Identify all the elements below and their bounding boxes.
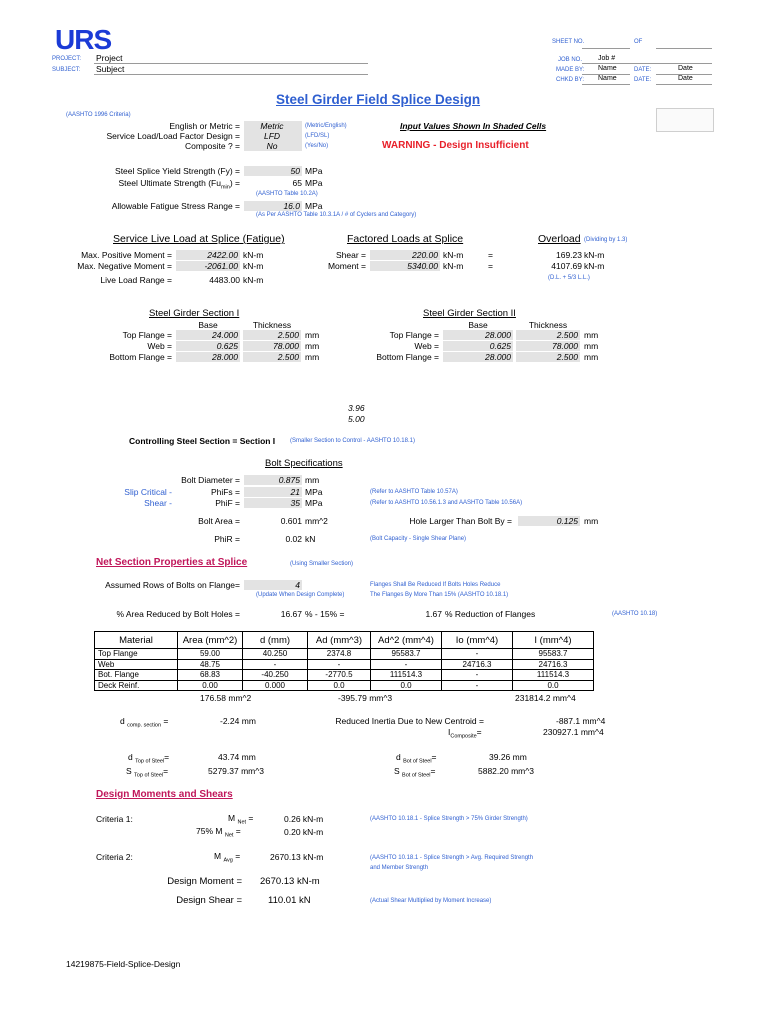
phifs-label: PhiFs = (210, 487, 240, 497)
date-line-2 (656, 84, 712, 85)
section-1-base-0[interactable]: 24.000 (176, 330, 240, 340)
fu-unit: MPa (305, 178, 323, 188)
project-line (94, 63, 368, 64)
date-label-1: DATE: (634, 67, 652, 73)
overload-heading: Overload (538, 233, 581, 245)
bolt-area-unit: mm^2 (305, 516, 328, 526)
mid-value-2: 5.00 (348, 414, 365, 424)
section-2-base-label: Base (468, 320, 488, 330)
m-net-value: 0.26 kN-m (284, 814, 324, 824)
phif-note: (Refer to AASHTO 10.56.1.3 and AASHTO Table 10.56A) (370, 500, 523, 506)
table-cell: 40.250 (243, 649, 308, 660)
bolt-spec-heading: Bolt Specifications (265, 458, 343, 469)
hole-label: Hole Larger Than Bolt By = (409, 516, 512, 526)
of-label: OF (634, 39, 643, 45)
urs-logo: URS (55, 24, 112, 55)
reduced-inertia-value: -887.1 mm^4 (556, 716, 606, 726)
bolt-dia-unit: mm (305, 475, 320, 485)
table-cell: - (308, 659, 371, 670)
i-composite-value: 230927.1 mm^4 (543, 727, 604, 737)
section-1-row-label-2: Bottom Flange = (109, 352, 172, 362)
fatigue-label: Allowable Fatigue Stress Range = (111, 201, 240, 211)
hole-unit: mm (584, 516, 599, 526)
d-bot-value: 39.26 mm (489, 752, 527, 762)
pos-moment-value[interactable]: 2422.00 (176, 250, 240, 260)
table-cell: 48.75 (178, 659, 243, 670)
table-cell: 0.00 (178, 680, 243, 691)
fill-calculation-button[interactable] (656, 108, 714, 132)
table-cell: - (442, 670, 513, 681)
date-value-1: Date (678, 65, 693, 72)
rows-value[interactable]: 4 (244, 580, 302, 590)
moment-unit: kN-m (443, 261, 464, 271)
sheet-no-label: SHEET NO. (552, 39, 585, 45)
table-cell: - (442, 680, 513, 691)
criteria-1-note: (AASHTO 10.18.1 - Splice Strength > 75% Girder Strength) (370, 816, 528, 822)
reduce-note-1: Flanges Shall Be Reduced If Bolts Holes Reduce (370, 582, 501, 588)
criteria-2-label: Criteria 2: (96, 852, 133, 862)
range-value: 4483.00 (209, 275, 240, 285)
table-header: Material (95, 632, 178, 649)
section-1-thick-2[interactable]: 2.500 (243, 352, 301, 362)
date-value-2: Date (678, 75, 693, 82)
table-row (95, 680, 594, 691)
fatigue-value[interactable]: 16.0 (244, 201, 302, 211)
fy-value[interactable]: 50 (244, 166, 302, 176)
design-moment-value: 2670.13 kN-m (260, 876, 320, 887)
shear-unit: kN-m (443, 250, 464, 260)
pos-moment-unit: kN-m (243, 250, 264, 260)
criteria-1-label: Criteria 1: (96, 814, 133, 824)
section-2-base-0[interactable]: 28.000 (443, 330, 513, 340)
d-comp-value: -2.24 mm (220, 716, 256, 726)
reduce-note-2: The Flanges By More Than 15% (AASHTO 10.18.1) (370, 592, 509, 598)
phifs-note: (Refer to AASHTO Table 10.57A) (370, 489, 458, 495)
overload-moment-value: 4107.69 (551, 261, 582, 271)
chkd-by-value: Name (598, 75, 617, 82)
table-header: I (mm^4) (513, 632, 594, 649)
subject-value: Subject (96, 64, 125, 74)
option-value-2[interactable]: No (244, 141, 302, 151)
section-1-unit-0: mm (305, 330, 320, 340)
section-2-thick-label: Thickness (528, 320, 568, 330)
overload-moment-unit: kN-m (584, 261, 605, 271)
table-cell: -40.250 (243, 670, 308, 681)
m-avg-label: M $_{Avg}$ = (214, 851, 241, 864)
table-row (95, 659, 594, 670)
bolt-area-value: 0.601 (280, 516, 302, 526)
criteria-2-note-2: and Member Strength (370, 865, 429, 871)
table-cell: 95583.7 (371, 649, 442, 660)
page-title: Steel Girder Field Splice Design (276, 92, 481, 107)
overload-shear-unit: kN-m (584, 250, 605, 260)
section-1-unit-1: mm (305, 341, 320, 351)
criteria-2-note-1: (AASHTO 10.18.1 - Splice Strength > Avg. Required Strength (370, 855, 534, 861)
s-top-label: S $_{Top of Steel}$= (126, 766, 169, 779)
criteria-note: (AASHTO 1996 Criteria) (66, 112, 131, 118)
table-cell: Deck Reinf. (95, 680, 178, 691)
fy-label: Steel Splice Yield Strength (Fy) = (115, 166, 240, 176)
section-2-base-2[interactable]: 28.000 (443, 352, 513, 362)
section-2-heading: Steel Girder Section II (423, 308, 516, 319)
section-1-row-label-0: Top Flange = (122, 330, 172, 340)
section-2-thick-0[interactable]: 2.500 (516, 330, 580, 340)
option-note-1: (LFD/SL) (305, 133, 330, 139)
pos-moment-label: Max. Positive Moment = (81, 250, 172, 260)
d-top-label: d $_{Top of Steel}$= (128, 752, 170, 765)
d-bot-label: d $_{Bot of Steel}$= (396, 752, 437, 765)
footer-filename: 14219875-Field-Splice-Design (66, 959, 181, 969)
s-bot-label: S $_{Bot of Steel}$= (394, 766, 436, 779)
shear-type-label: Shear - (144, 498, 172, 508)
moment-value[interactable]: 5340.00 (370, 261, 440, 271)
s-bot-value: 5882.20 mm^3 (478, 766, 534, 776)
section-2-thick-1[interactable]: 78.000 (516, 341, 580, 351)
sheet-no-line (582, 48, 630, 49)
rows-note: (Update When Design Complete) (256, 592, 345, 598)
sum-ad: -395.79 mm^3 (338, 693, 393, 703)
section-2-row-label-2: Bottom Flange = (376, 352, 439, 362)
warning-text: WARNING - Design Insufficient (382, 140, 529, 151)
section-2-unit-1: mm (584, 341, 599, 351)
overload-shear-value: 169.23 (556, 250, 582, 260)
made-by-value: Name (598, 65, 617, 72)
phir-label: PhiR = (214, 534, 240, 544)
phir-note: (Bolt Capacity - Single Shear Plane) (370, 536, 467, 542)
net-section-heading: Net Section Properties at Splice (96, 557, 248, 568)
m75-value: 0.20 kN-m (284, 827, 324, 837)
table-cell: 95583.7 (513, 649, 594, 660)
pct-result-label: % Reduction of Flanges (445, 609, 536, 619)
shear-eq: = (488, 250, 493, 260)
section-1-thick-0[interactable]: 2.500 (243, 330, 301, 340)
phif-unit: MPa (305, 498, 323, 508)
subject-line (94, 74, 368, 75)
section-1-row-label-1: Web = (147, 341, 172, 351)
fatigue-note: (As Per AASHTO Table 10.3.1A / # of Cyclers and Category) (256, 212, 417, 218)
table-header: Ad (mm^3) (308, 632, 371, 649)
table-cell: 111514.3 (371, 670, 442, 681)
option-note-2: (Yes/No) (305, 143, 329, 149)
option-label-1: Service Load/Load Factor Design = (106, 131, 240, 141)
inputs-note: Input Values Shown In Shaded Cells (400, 121, 547, 131)
service-load-heading: Service Live Load at Splice (Fatigue) (113, 233, 285, 245)
section-properties-table (94, 631, 594, 691)
section-1-thick-label: Thickness (252, 320, 292, 330)
table-cell: 0.0 (513, 680, 594, 691)
table-cell: Bot. Flange (95, 670, 178, 681)
section-2-base-1[interactable]: 0.625 (443, 341, 513, 351)
project-value: Project (96, 53, 123, 63)
section-1-base-label: Base (198, 320, 218, 330)
hole-value[interactable]: 0.125 (518, 516, 580, 526)
table-cell: - (243, 659, 308, 670)
neg-moment-value[interactable]: -2061.00 (176, 261, 240, 271)
table-cell: - (371, 659, 442, 670)
option-label-0: English or Metric = (169, 121, 240, 131)
factored-load-heading: Factored Loads at Splice (347, 233, 464, 245)
controlling-note: (Smaller Section to Control - AASHTO 10.18.1) (290, 438, 415, 444)
pct-note: (AASHTO 10.18) (612, 611, 658, 617)
fu-note: (AASHTO Table 10.2A) (256, 191, 318, 197)
design-shear-label: Design Shear = (176, 895, 242, 906)
design-heading: Design Moments and Shears (96, 789, 233, 800)
option-value-1[interactable]: LFD (244, 131, 302, 141)
bolt-dia-label: Bolt Diameter = (181, 475, 240, 485)
table-cell: 0.0 (371, 680, 442, 691)
date-label-2: DATE: (634, 77, 652, 83)
table-cell: 59.00 (178, 649, 243, 660)
neg-moment-unit: kN-m (243, 261, 264, 271)
table-cell: - (442, 649, 513, 660)
table-cell: -2770.5 (308, 670, 371, 681)
table-cell: Web (95, 659, 178, 670)
rows-label: Assumed Rows of Bolts on Flange= (105, 580, 240, 590)
section-1-base-1[interactable]: 0.625 (176, 341, 240, 351)
bolt-dia-value[interactable]: 0.875 (244, 475, 302, 485)
shear-value[interactable]: 220.00 (370, 250, 440, 260)
table-header: Ad^2 (mm^4) (371, 632, 442, 649)
shear-label: Shear = (335, 250, 366, 260)
section-2-row-label-1: Web = (414, 341, 439, 351)
bolt-area-label: Bolt Area = (198, 516, 240, 526)
i-composite-label: $I_{Composite}=$ (448, 727, 482, 740)
table-cell: Top Flange (95, 649, 178, 660)
fatigue-unit: MPa (305, 201, 323, 211)
m-net-label: M $_{Net}$ = (228, 813, 254, 826)
table-cell: 0.000 (243, 680, 308, 691)
job-no-value: Job # (598, 55, 616, 62)
table-header: d (mm) (243, 632, 308, 649)
table-row (95, 670, 594, 681)
overload-note: (Dividing by 1.3) (584, 237, 628, 243)
table-cell: 24716.3 (513, 659, 594, 670)
pct-label: % Area Reduced by Bolt Holes = (116, 609, 240, 619)
table-cell: 2374.8 (308, 649, 371, 660)
sum-inertia: 231814.2 mm^4 (515, 693, 576, 703)
mid-value-1: 3.96 (348, 403, 365, 413)
section-1-unit-2: mm (305, 352, 320, 362)
pct-mid: % - 15% = (305, 609, 345, 619)
neg-moment-label: Max. Negative Moment = (77, 261, 172, 271)
table-cell: 68.83 (178, 670, 243, 681)
table-cell: 24716.3 (442, 659, 513, 670)
reduced-inertia-label: Reduced Inertia Due to New Centroid = (335, 716, 484, 726)
section-1-heading: Steel Girder Section I (149, 308, 240, 319)
design-shear-note: (Actual Shear Multiplied by Moment Increase) (370, 898, 492, 904)
section-2-thick-2[interactable]: 2.500 (516, 352, 580, 362)
table-row (95, 649, 594, 660)
job-no-line (582, 63, 712, 64)
phir-unit: kN (305, 534, 316, 544)
phif-label: PhiF = (215, 498, 240, 508)
of-line (656, 48, 712, 49)
pct-result: 1.67 (425, 609, 442, 619)
dl-note: (D.L. + 5/3 L.L.) (548, 275, 590, 281)
m75-label: 75% M $_{Net}$ = (196, 826, 241, 839)
slip-critical-label: Slip Critical - (124, 487, 172, 497)
range-unit: kN-m (243, 275, 264, 285)
fy-unit: MPa (305, 166, 323, 176)
fu-value: 65 (292, 178, 302, 188)
section-2-unit-2: mm (584, 352, 599, 362)
phifs-value[interactable]: 21 (244, 487, 302, 497)
controlling-section: Controlling Steel Section = Section I (129, 436, 276, 446)
option-note-0: (Metric/English) (305, 123, 347, 129)
table-header-row (95, 632, 594, 649)
d-top-value: 43.74 mm (218, 752, 256, 762)
table-header: Area (mm^2) (178, 632, 243, 649)
table-cell: 0.0 (308, 680, 371, 691)
section-2-unit-0: mm (584, 330, 599, 340)
section-2-row-label-0: Top Flange = (389, 330, 439, 340)
d-comp-label: d $_{comp. section}$ = (120, 716, 169, 729)
design-shear-value: 110.01 kN (268, 895, 311, 906)
phifs-unit: MPa (305, 487, 323, 497)
option-value-0[interactable]: Metric (244, 121, 302, 131)
section-1-base-2[interactable]: 28.000 (176, 352, 240, 362)
phir-value: 0.02 (285, 534, 302, 544)
moment-eq: = (488, 261, 493, 271)
made-by-label: MADE BY: (556, 67, 585, 73)
pct-value: 16.67 (280, 609, 302, 619)
table-cell: 111514.3 (513, 670, 594, 681)
table-header: Io (mm^4) (442, 632, 513, 649)
job-no-label: JOB NO. (558, 57, 583, 63)
m-avg-value: 2670.13 kN-m (270, 852, 324, 862)
s-top-value: 5279.37 mm^3 (208, 766, 264, 776)
range-label: Live Load Range = (100, 275, 172, 285)
design-moment-label: Design Moment = (167, 876, 242, 887)
chkd-by-label: CHKD BY: (556, 77, 585, 83)
option-label-2: Composite ? = (184, 141, 240, 151)
subject-label: SUBJECT: (52, 67, 81, 73)
sum-area: 176.58 mm^2 (200, 693, 252, 703)
net-section-note: (Using Smaller Section) (290, 561, 354, 567)
moment-label: Moment = (327, 261, 366, 271)
fu-label: Steel Ultimate Strength $(Fu_{min})$ = (118, 178, 240, 191)
project-label: PROJECT: (52, 56, 82, 62)
section-1-thick-1[interactable]: 78.000 (243, 341, 301, 351)
chkd-by-line (582, 84, 630, 85)
phif-value[interactable]: 35 (244, 498, 302, 508)
